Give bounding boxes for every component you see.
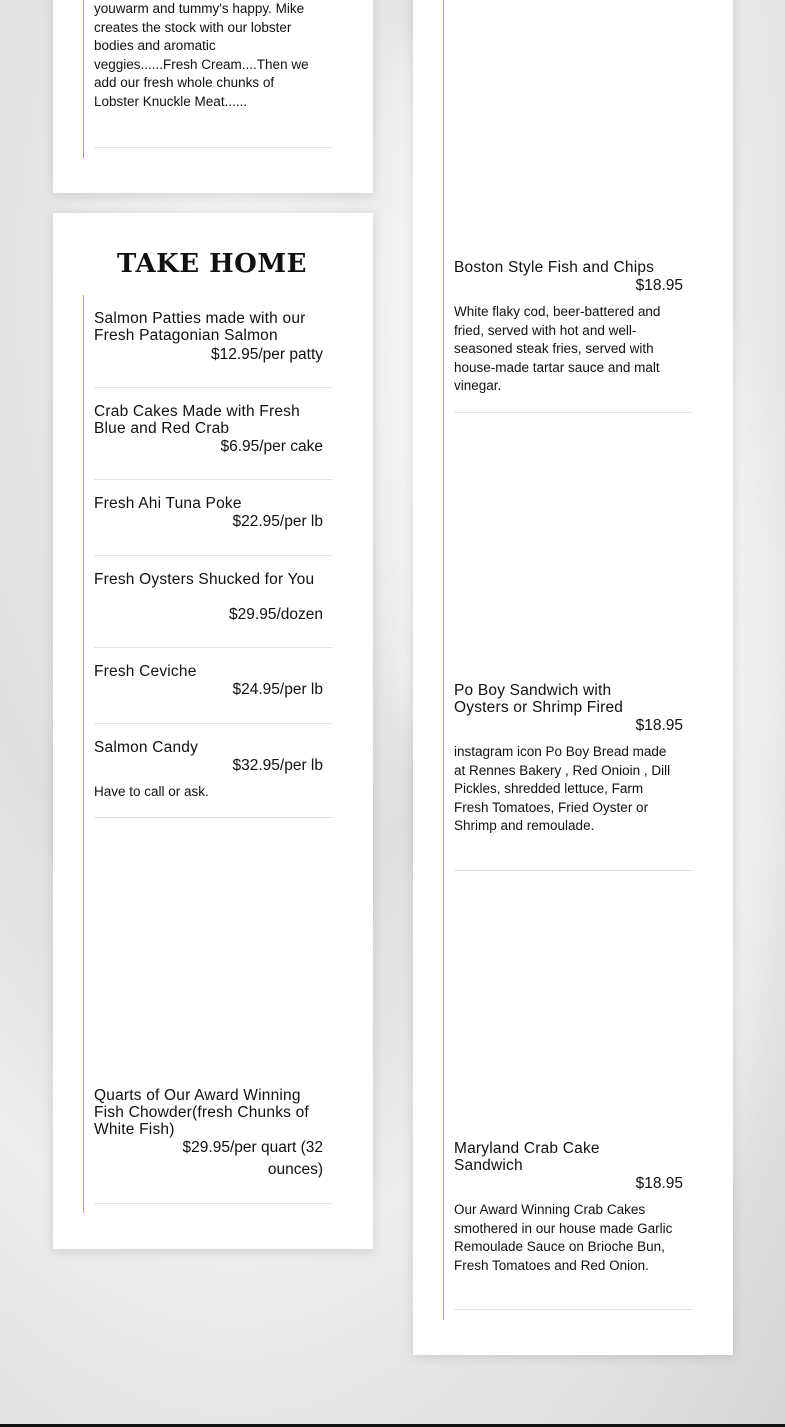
chowder-panel [53,0,373,193]
item-separator [94,817,333,818]
take-home-panel [53,213,373,1249]
item-separator [94,723,333,724]
item-price: $18.95 [635,1175,683,1192]
item-separator [94,479,333,480]
item-separator [94,647,333,648]
item-separator [454,1309,693,1310]
item-description: Have to call or ask. [94,784,209,799]
item-price: $29.95/per quart (32 ounces) [182,1139,323,1178]
chowder-description: youwarm and tummy's happy. Mike creates the stock with our lobster bodies and aromatic veggies......Fresh Cream....Then we add our fresh whole chunks of Lobster Knuckle Meat...... [94,1,309,109]
item-name: Maryland Crab Cake Sandwich [454,1140,600,1174]
item-description: Our Award Winning Crab Cakes smothered in our house made Garlic Remoulade Sauce on Brioche Bun, Fresh Tomatoes and Red Onion. [454,1202,673,1273]
mains-panel [413,0,733,1355]
item-description: White flaky cod, beer-battered and fried, served with hot and well-seasoned steak fries, served with house-made tartar sauce and malt vinegar. [454,304,661,393]
item-name: Boston Style Fish and Chips [454,259,655,276]
section-title: TAKE HOME [117,249,307,279]
item-price: $6.95/per cake [220,438,323,455]
item-price: $32.95/per lb [232,757,323,774]
item-price: $29.95/dozen [229,606,323,623]
item-separator [94,555,333,556]
item-separator [94,387,333,388]
gold-rule [443,0,444,1320]
item-price: $18.95 [635,717,683,734]
item-name: Po Boy Sandwich with Oysters or Shrimp Fired [454,682,624,716]
item-price: $22.95/per lb [232,513,323,530]
gold-rule [83,295,84,1213]
item-name: Fresh Ceviche [94,663,197,680]
item-separator [94,147,333,148]
item-name: Fresh Ahi Tuna Poke [94,495,242,512]
item-description: instagram icon Po Boy Bread made at Rennes Bakery , Red Onioin , Dill Pickles, shredded lettuce, Farm Fresh Tomatoes, Fried Oyster or Shrimp and remoulade. [454,744,671,833]
item-separator [454,412,693,413]
item-price: $18.95 [635,277,683,294]
item-price: $24.95/per lb [232,681,323,698]
item-name: Salmon Patties made with our Fresh Patagonian Salmon [94,310,306,344]
item-separator [454,870,693,871]
item-name: Quarts of Our Award Winning Fish Chowder(fresh Chunks of White Fish) [94,1087,309,1138]
item-separator [94,1203,333,1204]
gold-rule [83,0,84,158]
item-price: $12.95/per patty [210,346,323,363]
item-name: Salmon Candy [94,739,199,756]
item-name: Fresh Oysters Shucked for You [94,571,315,588]
item-name: Crab Cakes Made with Fresh Blue and Red Crab [94,403,300,437]
